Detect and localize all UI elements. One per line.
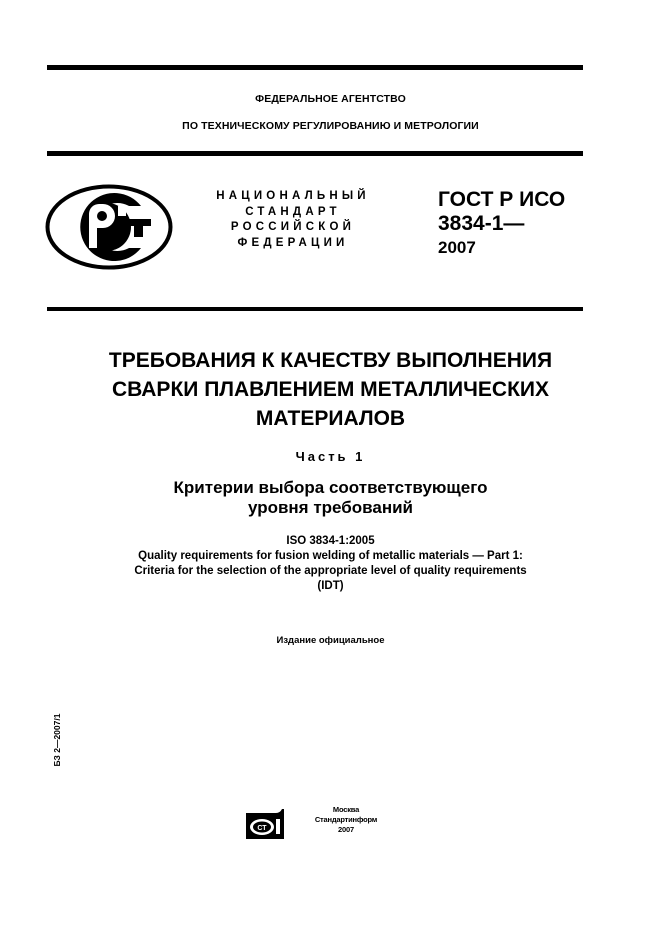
standard-designation xyxy=(438,188,565,260)
publisher-year: 2007 xyxy=(338,825,354,834)
title-line: МАТЕРИАЛОВ xyxy=(255,407,406,430)
part-label: Часть 1 xyxy=(295,449,366,464)
standartinform-logo-icon xyxy=(246,809,284,839)
gost-r-logo-icon xyxy=(45,184,173,270)
national-standard-line: НАЦИОНАЛЬНЫЙ xyxy=(216,190,370,202)
document-subtitle xyxy=(0,478,661,518)
header-rule xyxy=(47,151,583,156)
publisher-city: Москва xyxy=(332,805,360,814)
document-title xyxy=(0,346,661,433)
national-standard-label xyxy=(200,189,386,251)
agency-name-line-1: ФЕДЕРАЛЬНОЕ АГЕНТСТВО xyxy=(255,93,406,105)
title-rule xyxy=(47,307,583,311)
designation-line: 3834-1— xyxy=(438,212,525,235)
national-standard-line: СТАНДАРТ xyxy=(245,205,341,218)
designation-year: 2007 xyxy=(438,238,476,257)
designation-line: ГОСТ Р ИСО xyxy=(438,188,566,211)
publisher-info xyxy=(296,805,396,835)
agency-name-line-2: ПО ТЕХНИЧЕСКОМУ РЕГУЛИРОВАНИЮ И МЕТРОЛОГИИ xyxy=(182,120,479,132)
iso-equivalence: (IDT) xyxy=(317,580,344,592)
national-standard-line: РОССИЙСКОЙ xyxy=(230,221,356,233)
side-code: БЗ 2—2007/1 xyxy=(52,713,62,767)
title-line: СВАРКИ ПЛАВЛЕНИЕМ МЕТАЛЛИЧЕСКИХ xyxy=(111,378,549,401)
iso-number: ISO 3834-1:2005 xyxy=(286,535,375,547)
iso-title-line-1: Quality requirements for fusion welding of metallic materials — Part 1: xyxy=(138,550,523,562)
svg-text:СТ: СТ xyxy=(257,825,267,832)
iso-reference xyxy=(0,534,661,594)
subtitle-line: Критерии выбора соответствующего xyxy=(173,478,488,497)
national-standard-line: ФЕДЕРАЦИИ xyxy=(237,236,349,249)
publisher-name: Стандартинформ xyxy=(314,815,378,824)
top-rule xyxy=(47,65,583,70)
edition-label: Издание официальное xyxy=(276,635,385,646)
subtitle-line: уровня требований xyxy=(247,498,414,517)
iso-title-line-2: Criteria for the selection of the appropriate level of quality requirements xyxy=(134,565,527,577)
title-line: ТРЕБОВАНИЯ К КАЧЕСТВУ ВЫПОЛНЕНИЯ xyxy=(108,349,553,372)
